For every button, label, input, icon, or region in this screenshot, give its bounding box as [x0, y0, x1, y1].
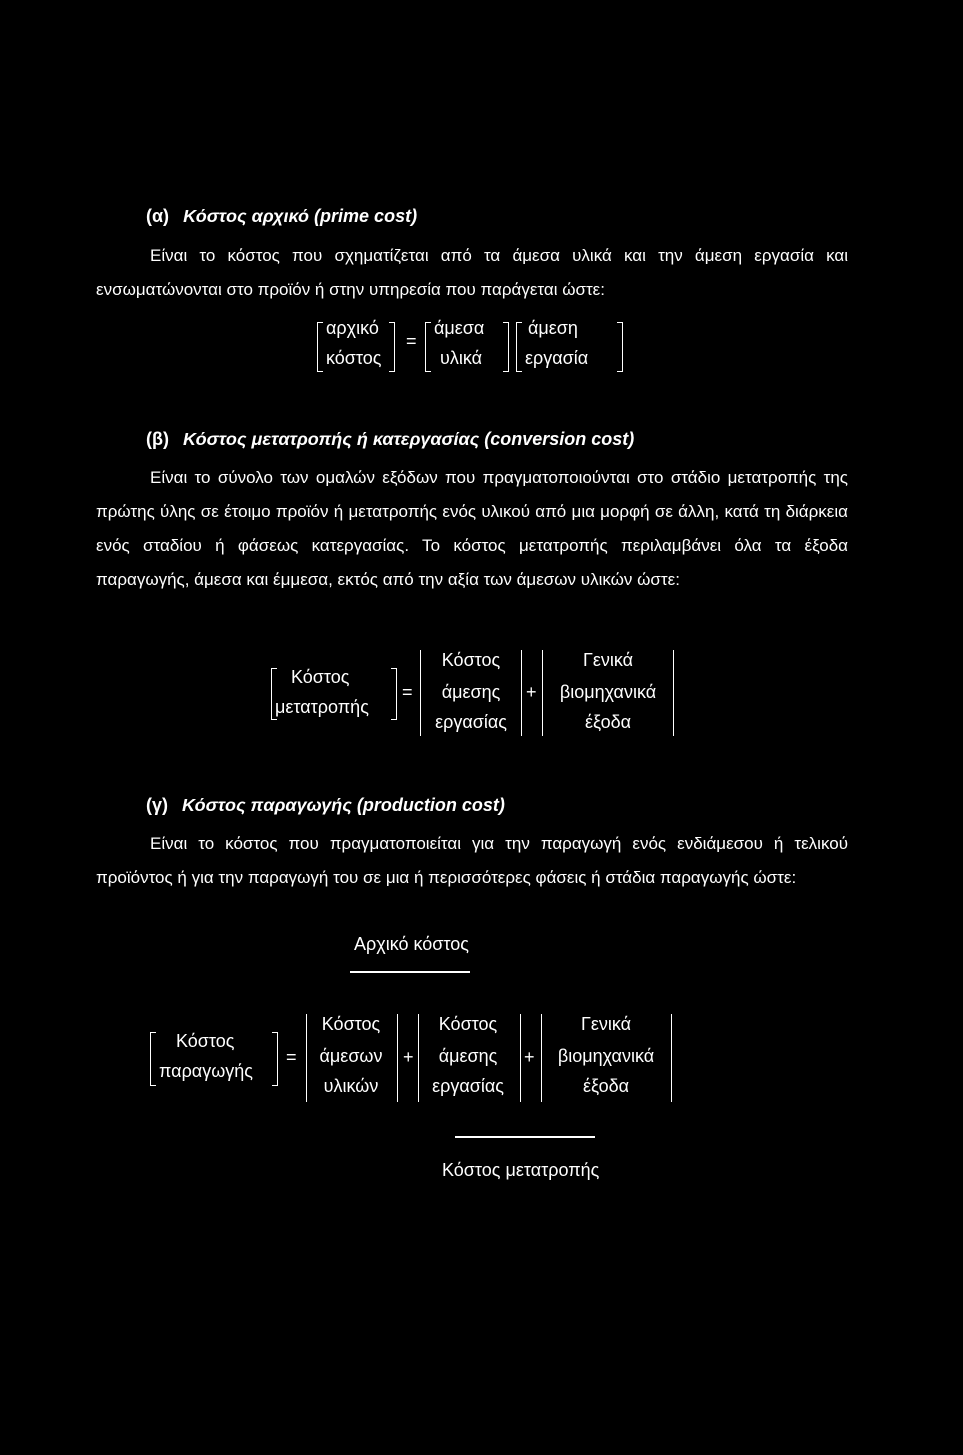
equals-sign: = — [406, 331, 417, 351]
formula-term: Γενικά — [582, 650, 634, 670]
bracket-right — [389, 322, 395, 372]
section-a-paragraph: Είναι το κόστος που σχηματίζεται από τα άμεσα υλικά και την άμεση εργασία και ενσωματώνονται στο προϊόν ή στην υπηρεσία που παράγεται ώστε: — [96, 246, 848, 299]
formula-term: έξοδα — [582, 1076, 630, 1096]
formula-term: Κόστος — [176, 1031, 235, 1051]
plus-sign: + — [526, 682, 537, 702]
formula-term: βιομηχανικά — [559, 682, 657, 702]
bracket-left — [317, 322, 323, 372]
bracket-left — [150, 1032, 156, 1086]
brace-line-bottom — [455, 1136, 595, 1138]
divider-line — [397, 1014, 398, 1102]
formula-term: άμεσης — [441, 682, 501, 702]
formula-term: Γενικά — [580, 1014, 632, 1034]
divider-line — [521, 650, 522, 736]
brace-line-top — [350, 971, 470, 973]
divider-line — [673, 650, 674, 736]
section-b-paragraph: Είναι το σύνολο των ομαλών εξόδων που πραγματοποιούνται στο στάδιο μετατροπής της πρώτης ύλης σε έτοιμο προϊόν ή μετατροπής ενός υλικού από μια μορφή σε άλλη, κατά τη διάρκεια ενός σταδίου ή φάσεως κατεργασίας. Το κόστος μετατροπής περιλαμβάνει όλα τα έξοδα παραγωγής, άμεσα και έμμεσα, εκτός από την αξία των άμεσων υλικών ώστε: — [96, 468, 848, 589]
equals-sign: = — [286, 1047, 297, 1067]
section-a-label: (α) — [146, 206, 170, 226]
divider-line — [542, 650, 543, 736]
section-c-paragraph: Είναι το κόστος που πραγματοποιείται για την παραγωγή ενός ενδιάμεσου ή τελικού προϊόντος ή για την παραγωγή του σε μια ή περισσότερες φάσεις ή στάδια παραγωγής ώστε: — [96, 834, 848, 887]
formula-term: Κόστος — [438, 1014, 498, 1034]
formula-term: άμεσων — [319, 1046, 383, 1066]
formula-term: έξοδα — [584, 712, 632, 732]
formula-term: άμεσης — [438, 1046, 498, 1066]
section-c-heading — [146, 795, 505, 816]
bracket-right — [272, 1032, 278, 1086]
divider-line — [306, 1014, 307, 1102]
plus-sign: + — [524, 1047, 535, 1067]
divider-line — [420, 650, 421, 736]
section-b-heading — [146, 429, 634, 450]
section-b-title: Κόστος μετατροπής ή κατεργασίας (conversion cost) — [182, 429, 635, 449]
section-a-title: Κόστος αρχικό (prime cost) — [183, 206, 418, 226]
bracket-right — [391, 668, 397, 720]
section-b-label: (β) — [146, 429, 169, 449]
divider-line — [520, 1014, 521, 1102]
formula-term: μετατροπής — [275, 697, 369, 717]
formula-term: Κόστος — [441, 650, 501, 670]
plus-sign: + — [403, 1047, 414, 1067]
divider-line — [418, 1014, 419, 1102]
formula-term: παραγωγής — [159, 1061, 253, 1081]
section-c-title: Κόστος παραγωγής (production cost) — [182, 795, 505, 815]
formula-term: υλικών — [323, 1076, 379, 1096]
formula-term: Κόστος — [291, 667, 350, 687]
divider-line — [541, 1014, 542, 1102]
formula-term: υλικά — [440, 348, 483, 368]
bracket-left — [425, 322, 431, 372]
conversion-cost-label: Κόστος μετατροπής — [442, 1160, 600, 1180]
prime-cost-label: Αρχικό κόστος — [354, 934, 469, 954]
formula-term: άμεσα — [434, 318, 485, 338]
formula-term: εργασίας — [432, 1076, 504, 1096]
formula-term: Κόστος — [321, 1014, 381, 1034]
section-a-heading — [146, 206, 417, 227]
bracket-left — [516, 322, 522, 372]
formula-term: άμεση — [528, 318, 578, 338]
divider-line — [671, 1014, 672, 1102]
bracket-right — [617, 322, 623, 372]
formula-term: βιομηχανικά — [557, 1046, 655, 1066]
formula-term: κόστος — [326, 348, 382, 368]
bracket-right — [503, 322, 509, 372]
formula-term: εργασία — [525, 348, 589, 368]
section-c-label: (γ) — [146, 795, 168, 815]
formula-term: αρχικό — [326, 318, 379, 338]
formula-term: εργασίας — [435, 712, 507, 732]
equals-sign: = — [402, 682, 413, 702]
